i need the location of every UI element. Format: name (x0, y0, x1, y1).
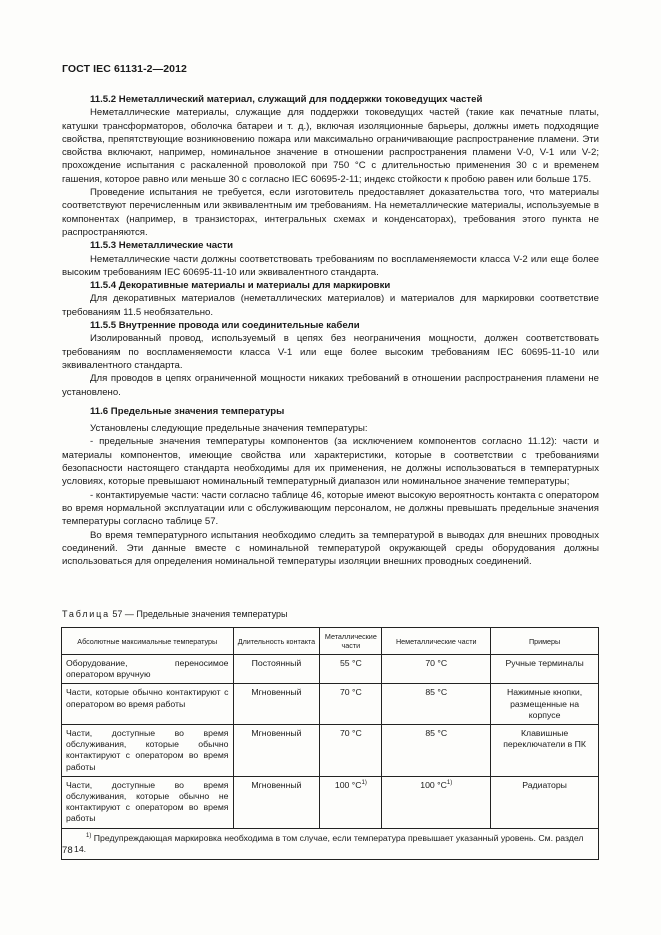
cell-metal: 55 °С (320, 655, 382, 684)
cell-example: Ручные терминалы (491, 655, 599, 684)
section-heading: 11.5.4 Декоративные материалы и материалы для маркировки (90, 280, 391, 292)
table-footnote-row (62, 828, 599, 859)
cell-part: Части, доступные во время обслуживания, которые обычно контактируют с оператором во время работы (62, 725, 234, 777)
column-header: Примеры (491, 628, 599, 655)
cell-part: Оборудование, переносимое оператором вручную (62, 655, 234, 684)
footnote-ref: 1) (361, 779, 367, 786)
cell-nonmetal: 85 °С (382, 725, 491, 777)
cell-example: Клавишные переключатели в ПК (491, 725, 599, 777)
table-footnote (62, 828, 599, 859)
document-body (62, 93, 599, 568)
section-heading: 11.5.3 Неметаллические части (90, 240, 234, 252)
cell-metal: 70 °С (320, 684, 382, 725)
table-caption-prefix: Таблица (62, 609, 110, 619)
table-row (62, 776, 599, 828)
table-row (62, 655, 599, 684)
column-header: Металлические части (320, 628, 382, 655)
footnote-ref: 1) (446, 779, 453, 786)
footnote-mark: 1) (86, 832, 92, 839)
section-heading: 11.5.5 Внутренние провода или соединительные кабели (90, 320, 360, 332)
table-row (62, 684, 599, 725)
column-header: Длительность контакта (233, 628, 320, 655)
cell-nonmetal-value: 100 °С (420, 779, 447, 790)
column-header: Неметаллические части (382, 628, 491, 655)
cell-duration: Постоянный (233, 655, 320, 684)
cell-nonmetal (382, 776, 491, 828)
list-item: - предельные значения температуры компонентов (за исключением компонентов согласно 11.12): части и материалы компонентов, имеющие свойства или характеристики, которые в соответствии с требованиями безопасности настоящего стандарта необходимы для их применения, не должны использоваться в температурных условиях, которые превышают номинальный температурный диапазон или номинальное значение температуры; (62, 436, 599, 488)
cell-metal: 70 °С (320, 725, 382, 777)
cell-example: Радиаторы (491, 776, 599, 828)
paragraph: Изолированный провод, используемый в цепях без неограничения мощности, должен соответствовать требованиям по воспламеняемости класса V-1 или еще более высоким требованиям IEC 60695-11-10 или эквивалентного стандарта. (62, 333, 599, 371)
cell-duration: Мгновенный (233, 725, 320, 777)
column-header: Абсолютные максимальные температуры (62, 628, 234, 655)
page-number: 78 (62, 845, 73, 856)
paragraph: Неметаллические части должны соответствовать требованиям по воспламеняемости класса V-2 или еще более высоким требованиям IEC 60695-11-10 или эквивалентного стандарта. (62, 253, 599, 278)
page-header: ГОСТ IEC 61131-2—2012 (62, 63, 187, 75)
cell-duration: Мгновенный (233, 684, 320, 725)
cell-nonmetal: 70 °С (382, 655, 491, 684)
list-item: - контактируемые части: части согласно таблице 46, которые имеют высокую вероятность контакта с оператором во время нормальной эксплуатации или с обслуживающим персоналом, не должны превышать предельные значения температуры согласно таблице 57. (62, 489, 599, 528)
temperature-limits-table (61, 627, 599, 860)
cell-metal (320, 776, 382, 828)
footnote-text: Предупреждающая маркировка необходима в том случае, если температура превышает указанный уровень. См. раздел 14. (74, 832, 584, 854)
cell-duration: Мгновенный (233, 776, 320, 828)
cell-part: Части, которые обычно контактируют с оператором во время работы (62, 684, 234, 725)
paragraph: Для декоративных материалов (неметаллических материалов) и материалов для маркировки соответствие требованиям 11.5 необязательно. (62, 293, 599, 318)
paragraph: Для проводов в цепях ограниченной мощности никаких требований в отношении распространения пламени не установлено. (62, 373, 599, 398)
paragraph: Неметаллические материалы, служащие для поддержки токоведущих частей (такие как печатные платы, катушки трансформаторов, оболочка батареи и т. д.), включая изоляционные барьеры, должны иметь подходящие свойства, препятствующие возникновению пожара или максимально ограничивающие распространение пламени. Эти свойства включают, например, номинальное значение в отношении распространения пламени V-0, V-1 или V-2; прохождение испытания с раскаленной проволокой при 750 °С с длительностью применения 30 с и временем гашения, которое равно или меньше 30 с согласно IEC 60695-2-11; индекс стойкости к пробою равен или больше 175. (62, 107, 599, 185)
section-heading: 11.6 Предельные значения температуры (90, 405, 285, 417)
cell-nonmetal: 85 °С (382, 684, 491, 725)
paragraph: Установлены следующие предельные значения температуры: (90, 423, 368, 435)
cell-example: Нажимные кнопки, размещенные на корпусе (491, 684, 599, 725)
paragraph: Проведение испытания не требуется, если изготовитель предоставляет доказательства того, что материалы соответствуют перечисленным или эквивалентным им требованиям. На неметаллические материалы, используемые в компонентах (например, в транзисторах, интегральных схемах и конденсаторах), требования этого пункта не распространяются. (62, 187, 599, 238)
section-heading: 11.5.2 Неметаллический материал, служащий для поддержки токоведущих частей (90, 94, 483, 105)
paragraph: Во время температурного испытания необходимо следить за температурой в выводах для внешних проводных соединений. Эти данные вместе с номинальной температурой окружающей среды оборудования должны использоваться для определения номинальной температуры изоляции внешних проводных соединений. (62, 529, 599, 568)
table-row (62, 725, 599, 777)
table-caption (62, 609, 288, 619)
cell-part: Части, доступные во время обслуживания, которые обычно не контактируют с оператором во время работы (62, 776, 234, 828)
cell-metal-value: 100 °С (334, 779, 362, 790)
table-caption-text: 57 — Предельные значения температуры (109, 609, 288, 619)
table-header-row (62, 628, 599, 655)
